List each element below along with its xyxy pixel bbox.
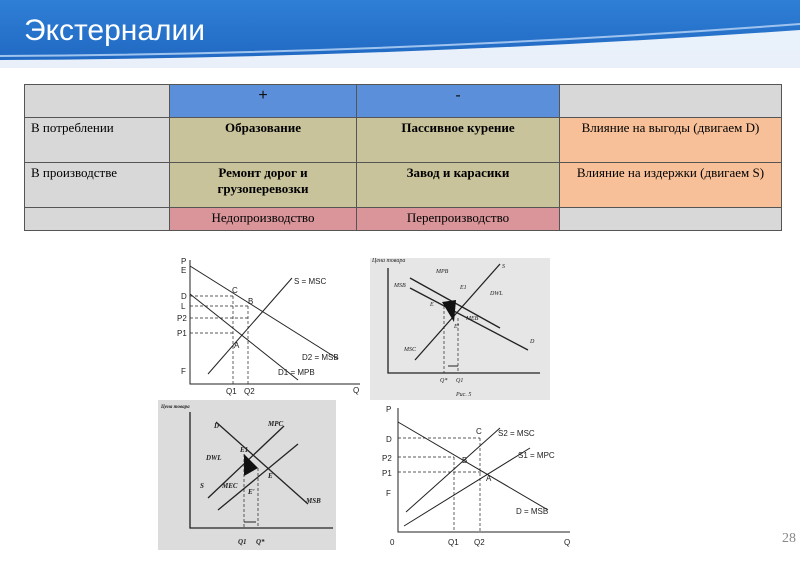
price-p2-label: P2 (177, 314, 187, 323)
quantity-q1-label: Q1 (226, 387, 237, 396)
mpc-label: MPC (268, 420, 284, 428)
row-label: В потреблении (25, 118, 170, 163)
q1-label: Q1 (456, 378, 464, 384)
qstar-label: Q* (440, 378, 448, 384)
supply-s2-label: S2 = MSC (498, 429, 535, 438)
demand-label: D = MSB (516, 507, 549, 516)
mec-label: MEC (222, 482, 238, 490)
table-footer-row (25, 208, 782, 231)
q1-label: Q1 (238, 538, 247, 546)
quantity-q2-label: Q2 (244, 387, 255, 396)
table-row (25, 163, 782, 208)
graph-negative-supply (368, 400, 578, 552)
e1-label: E1 (240, 446, 249, 454)
meb-label: MEB (466, 316, 479, 322)
supply-label: S = MSC (294, 277, 327, 286)
e-label: E (430, 302, 434, 308)
point-e-label: E (181, 266, 187, 275)
e1-label: E1 (460, 285, 467, 291)
effect-cell: Влияние на издержки (двигаем S) (560, 163, 782, 208)
axis-p-label: P (386, 405, 392, 414)
point-b-label: B (248, 297, 254, 306)
negative-cell: Завод и карасики (357, 163, 560, 208)
overproduction-cell: Перепроизводство (357, 208, 560, 231)
header-cell-minus: - (357, 85, 560, 118)
point-f-label: F (181, 367, 186, 376)
axis-price-label: Цена товара (161, 405, 190, 410)
supply-label: S (200, 482, 204, 490)
point-a-label: A (234, 341, 240, 350)
msb-label: MSB (394, 283, 406, 289)
price-p2-label: P2 (382, 454, 392, 463)
point-d-label: D (181, 292, 187, 301)
axis-price-label: Цена товара (372, 258, 406, 264)
effect-cell: Влияние на выгоды (двигаем D) (560, 118, 782, 163)
header-cell-empty (25, 85, 170, 118)
underproduction-cell: Недопроизводство (170, 208, 357, 231)
point-d-label: D (386, 435, 392, 444)
origin-label: 0 (390, 538, 395, 547)
graph-positive-consumption (168, 256, 363, 398)
dwl-label: DWL (490, 291, 503, 297)
page-number: 28 (782, 531, 796, 546)
mpb-label: MPB (436, 269, 449, 275)
row-label: В производстве (25, 163, 170, 208)
msc-label: MSC (404, 347, 416, 353)
axis-q-label: Q (353, 386, 360, 395)
demand-label: D (214, 422, 220, 430)
point-l-label: L (181, 302, 186, 311)
axis-p-label: P (181, 257, 187, 266)
demand-d2-label: D2 = MSB (302, 353, 339, 362)
graph-positive-production (370, 258, 550, 400)
quantity-q2-label: Q2 (474, 538, 485, 547)
demand-label: D (530, 339, 535, 345)
title-bar (0, 0, 800, 68)
price-p1-label: P1 (177, 329, 187, 338)
point-c-label: C (476, 427, 482, 436)
point-c-label: C (232, 286, 238, 295)
point-b-label: B (462, 456, 468, 465)
axis-q-label: Q (564, 538, 571, 547)
point-a-label: A (486, 474, 492, 483)
table-header-row (25, 85, 782, 118)
price-p1-label: P1 (382, 469, 392, 478)
positive-cell: Ремонт дорог и грузоперевозки (170, 163, 357, 208)
graph-negative-production (158, 400, 336, 550)
header-cell-plus: + (170, 85, 357, 118)
supply-label: S (502, 264, 505, 270)
e-label: E (268, 472, 273, 480)
demand-d1-label: D1 = MPB (278, 368, 315, 377)
footer-empty (25, 208, 170, 231)
positive-cell: Образование (170, 118, 357, 163)
msb-label: MSB (306, 497, 321, 505)
point-f-label: F (386, 489, 391, 498)
dwl-label: DWL (206, 454, 222, 462)
figure-caption: Рис. 5 (456, 392, 472, 398)
header-cell-empty-2 (560, 85, 782, 118)
externalities-table (24, 84, 782, 231)
e-prime-label: E' (248, 488, 255, 496)
e-prime-label: E' (454, 324, 459, 330)
page-title: Экстерналии (24, 14, 206, 47)
supply-s1-label: S1 = MPC (518, 451, 555, 460)
footer-empty-2 (560, 208, 782, 231)
quantity-q1-label: Q1 (448, 538, 459, 547)
qstar-label: Q* (256, 538, 265, 546)
negative-cell: Пассивное курение (357, 118, 560, 163)
table-row (25, 118, 782, 163)
